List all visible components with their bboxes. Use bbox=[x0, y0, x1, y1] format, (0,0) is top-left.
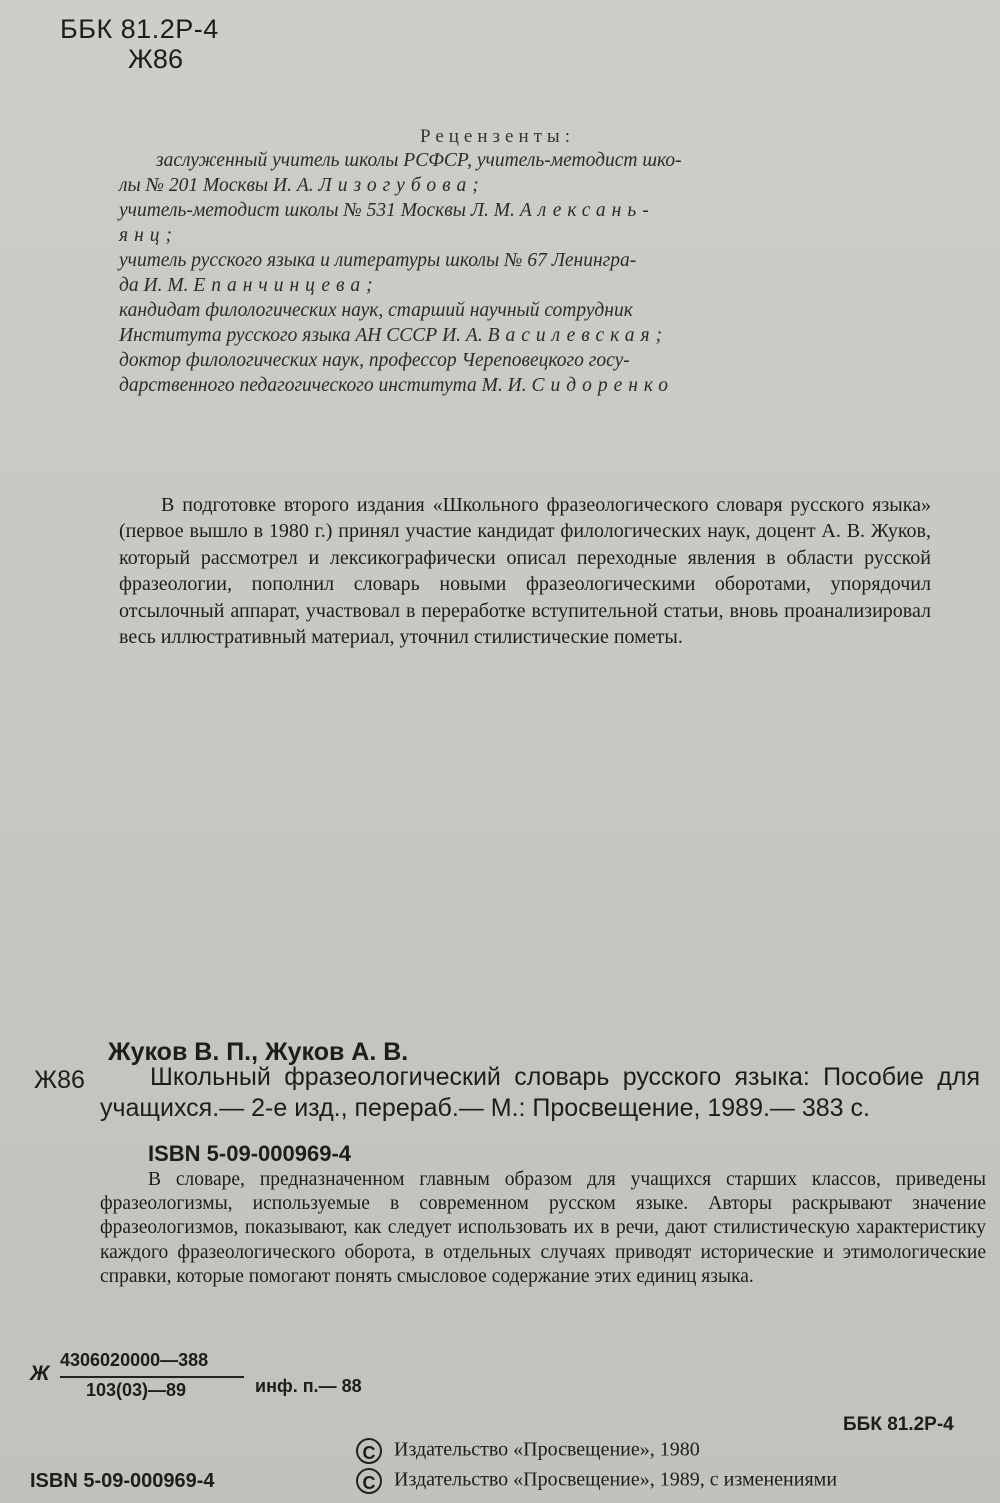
catalog-annotation: В словаре, предназначенном главным образом для учащихся старших классов, приведены фразеологизмы, используемые в современном русском языке. Авторы раскрывают значение фразеологизмов, показывают, как следует использовать их в речи, дают стилистическую характеристику каждого фразеологического оборота, в отдельных случаях приводят исторические и этимологические справки, которые помогают понять смысловое содержание этих единиц языка. bbox=[100, 1169, 986, 1287]
reviewer-line: Института русского языка АН СССР И. А. Василевская; bbox=[119, 325, 663, 346]
reviewer-line: учитель русского языка и литературы школы № 67 Ленингра- bbox=[119, 250, 637, 271]
reviewer-line: кандидат филологических наук, старший научный сотрудник bbox=[119, 300, 633, 321]
reviewer-line: доктор филологических наук, профессор Череповецкого госу- bbox=[119, 350, 630, 371]
fraction-divider bbox=[60, 1376, 244, 1378]
catalog-description: Школьный фразеологический словарь русского языка: Пособие для учащихся.— 2-е изд., перераб.— М.: Просвещение, 1989.— 383 с. bbox=[100, 1063, 980, 1122]
reviewer-line: лы № 201 Москвы И. А. Лизогубова; bbox=[119, 175, 479, 196]
reviewer-line: учитель-методист школы № 531 Москвы Л. М. Алексань- bbox=[119, 200, 655, 221]
reviewer-line: заслуженный учитель школы РСФСР, учитель-методист шко- bbox=[156, 150, 682, 171]
info-letter-number: инф. п.— 88 bbox=[255, 1376, 362, 1396]
reviewers-heading: Рецензенты: bbox=[420, 126, 575, 147]
index-letter: Ж bbox=[30, 1362, 50, 1385]
bbk-code-top: ББК 81.2Р-4 bbox=[60, 14, 219, 44]
second-edition-note-text: В подготовке второго издания «Школьного фразеологического словаря русского языка» (первое вышло в 1980 г.) принял участие кандидат филологических наук, доцент А. В. Жуков, который рассмотрел и лексикографически описал переходные явления в области русской фразеологии, пополнил словарь новыми фразеологическими оборотами, упорядочил отсылочный аппарат, участвовал в переработке вступительной статьи, вновь проанализировал весь иллюстративный материал, уточнил стилистические пометы. bbox=[119, 494, 931, 649]
footer-isbn: ISBN 5-09-000969-4 bbox=[30, 1470, 215, 1492]
index-numerator: 4306020000—388 bbox=[60, 1350, 209, 1370]
catalog-code: Ж86 bbox=[34, 1066, 85, 1094]
reviewer-line: янц; bbox=[119, 225, 172, 246]
bbk-code-bottom: ББК 81.2Р-4 bbox=[843, 1414, 954, 1435]
index-denominator: 103(03)—89 bbox=[86, 1380, 187, 1400]
copyright-icon: C bbox=[356, 1438, 382, 1464]
reviewer-line: да И. М. Епанчинцева; bbox=[119, 275, 373, 296]
second-edition-note bbox=[119, 492, 931, 650]
copyright-line-1989: C Издательство «Просвещение», 1989, с изменениями bbox=[356, 1468, 837, 1494]
catalog-authors: Жуков В. П., Жуков А. В. bbox=[108, 1038, 409, 1066]
copyright-icon: C bbox=[356, 1468, 382, 1494]
author-code-top: Ж86 bbox=[128, 44, 183, 74]
catalog-isbn: ISBN 5-09-000969-4 bbox=[148, 1141, 352, 1166]
copyright-line-1980: C Издательство «Просвещение», 1980 bbox=[356, 1438, 700, 1464]
reviewer-line: дарственного педагогического института М. И. Сидоренко bbox=[119, 375, 675, 396]
